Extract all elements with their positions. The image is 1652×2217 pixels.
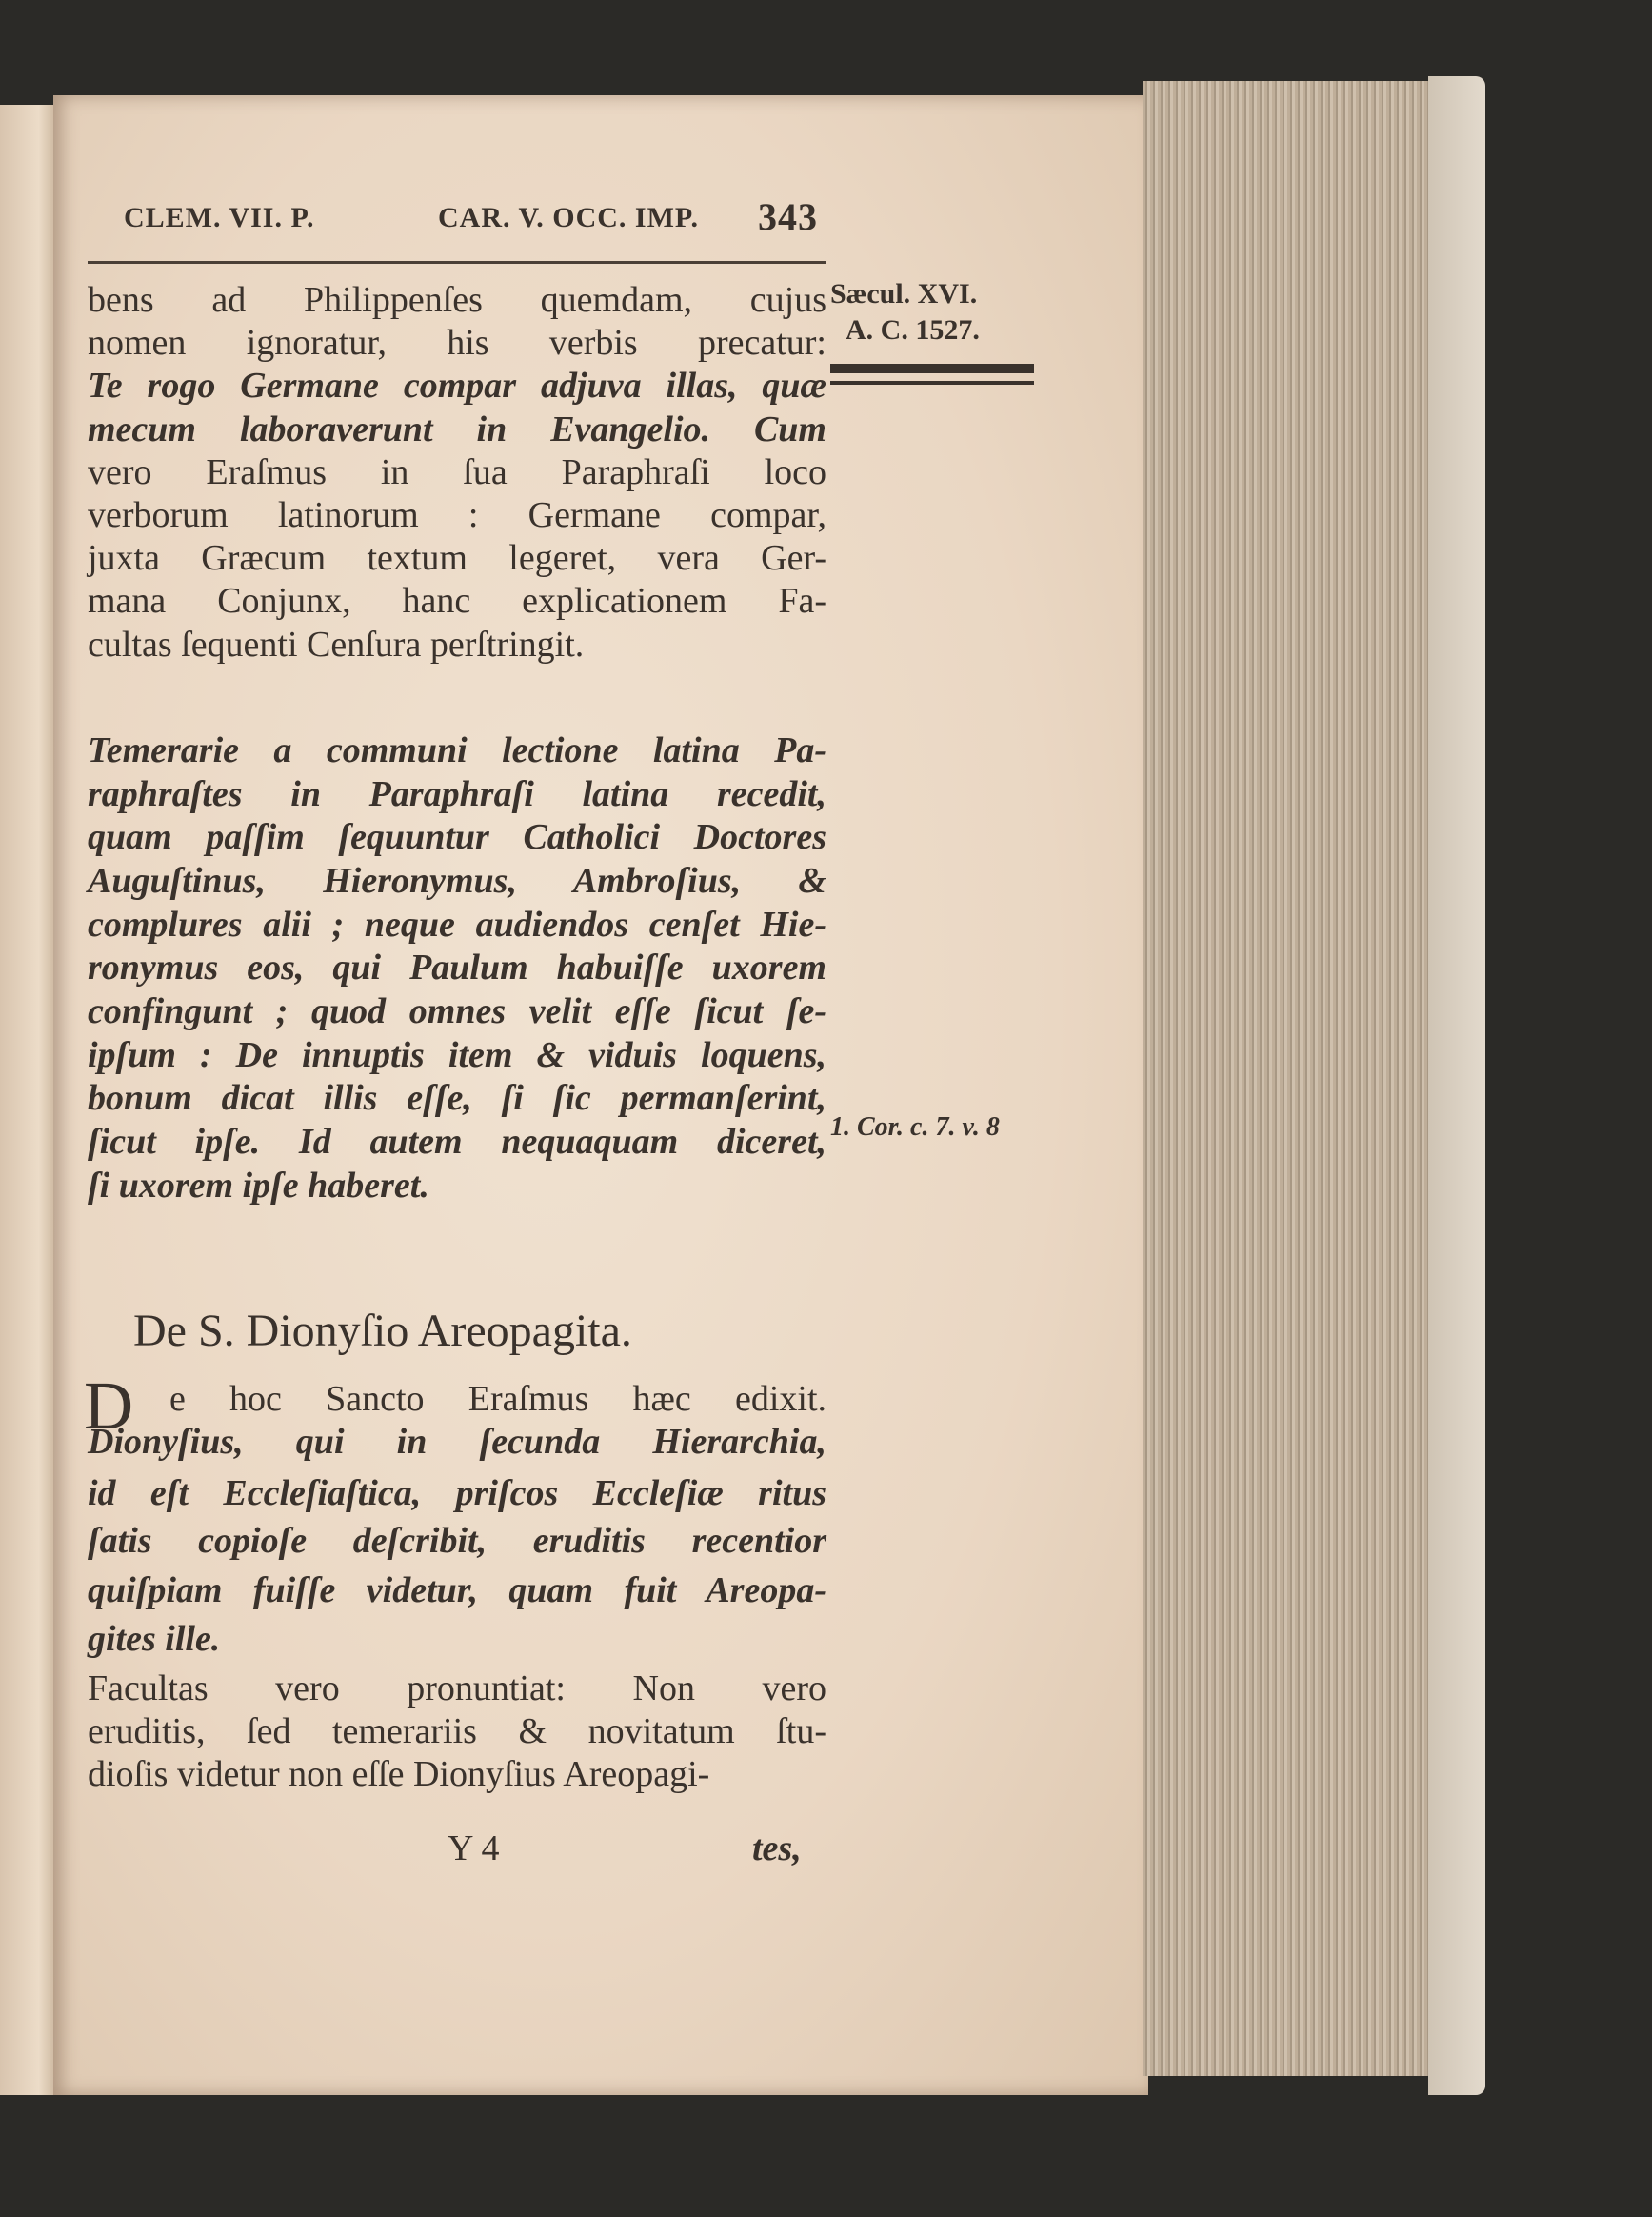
- text-line: e hoc Sancto Eraſmus hæc edixit.: [169, 1379, 826, 1419]
- text-line: Te rogo Germane compar adjuva illas, quæ: [88, 366, 826, 406]
- text-line: nomen ignoratur, his verbis precatur:: [88, 323, 826, 363]
- text-line: ſi uxorem ipſe haberet.: [88, 1166, 429, 1206]
- text-line: Dionyſius, qui in ſecunda Hierarchia,: [88, 1422, 826, 1462]
- text-line: eruditis, ſed temerariis & novitatum ſtu-: [88, 1711, 826, 1751]
- text-line: complures alii ; neque audiendos cenſet Hie-: [88, 905, 826, 945]
- text-line: quiſpiam fuiſſe videtur, quam fuit Areopa-: [88, 1570, 826, 1610]
- running-head-left: CLEM. VII. P.: [124, 202, 315, 233]
- running-head-center: CAR. V. OCC. IMP.: [438, 202, 699, 233]
- text-line: confingunt ; quod omnes velit eſſe ſicut ſe-: [88, 991, 826, 1031]
- text-line: mecum laboraverunt in Evangelio. Cum: [88, 409, 826, 449]
- text-line: vero Eraſmus in ſua Paraphraſi loco: [88, 452, 826, 492]
- text-line: Auguſtinus, Hieronymus, Ambroſius, &: [88, 861, 826, 901]
- text-line: ſatis copioſe deſcribit, eruditis recentior: [88, 1521, 826, 1561]
- header-rule: [88, 261, 826, 264]
- text-line: gites ille.: [88, 1619, 221, 1659]
- text-line: quam paſſim ſequuntur Catholici Doctores: [88, 817, 826, 857]
- text-line: ronymus eos, qui Paulum habuiſſe uxorem: [88, 948, 826, 988]
- text-line: dioſis videtur non eſſe Dionyſius Areopagi-: [88, 1754, 710, 1794]
- text-line: bonum dicat illis eſſe, ſi ſic permanſerint,: [88, 1078, 826, 1118]
- text-line: cultas ſequenti Cenſura perſtringit.: [88, 625, 585, 665]
- text-line: Temerarie a communi lectione latina Pa-: [88, 730, 826, 770]
- text-line: verborum latinorum : Germane compar,: [88, 495, 826, 535]
- text-line: raphraſtes in Paraphraſi latina recedit,: [88, 774, 826, 814]
- drop-cap: D: [84, 1368, 133, 1444]
- book-cover-edge: [1428, 76, 1485, 2095]
- text-line: Facultas vero pronuntiat: Non vero: [88, 1668, 826, 1708]
- text-line: id eſt Eccleſiaſtica, priſcos Eccleſiæ ritus: [88, 1473, 826, 1513]
- margin-note-year: A. C. 1527.: [846, 314, 980, 346]
- margin-thick-rule: [830, 364, 1034, 373]
- page-number: 343: [758, 195, 818, 238]
- previous-page-edge: [0, 105, 55, 2095]
- margin-thin-rule: [830, 381, 1034, 385]
- page-fore-edge: [1143, 81, 1466, 2076]
- signature-mark: Y 4: [448, 1828, 500, 1868]
- text-line: juxta Græcum textum legeret, vera Ger-: [88, 538, 826, 578]
- text-line: mana Conjunx, hanc explicationem Fa-: [88, 581, 826, 621]
- margin-note-century: Sæcul. XVI.: [830, 278, 978, 310]
- text-line: ſicut ipſe. Id autem nequaquam diceret,: [88, 1122, 826, 1162]
- section-heading: De S. Dionyſio Areopagita.: [133, 1306, 632, 1356]
- catchword: tes,: [752, 1828, 802, 1868]
- margin-note-reference: 1. Cor. c. 7. v. 8: [830, 1112, 1000, 1142]
- text-line: ipſum : De innuptis item & viduis loquens,: [88, 1035, 826, 1075]
- text-line: bens ad Philippenſes quemdam, cujus: [88, 280, 826, 320]
